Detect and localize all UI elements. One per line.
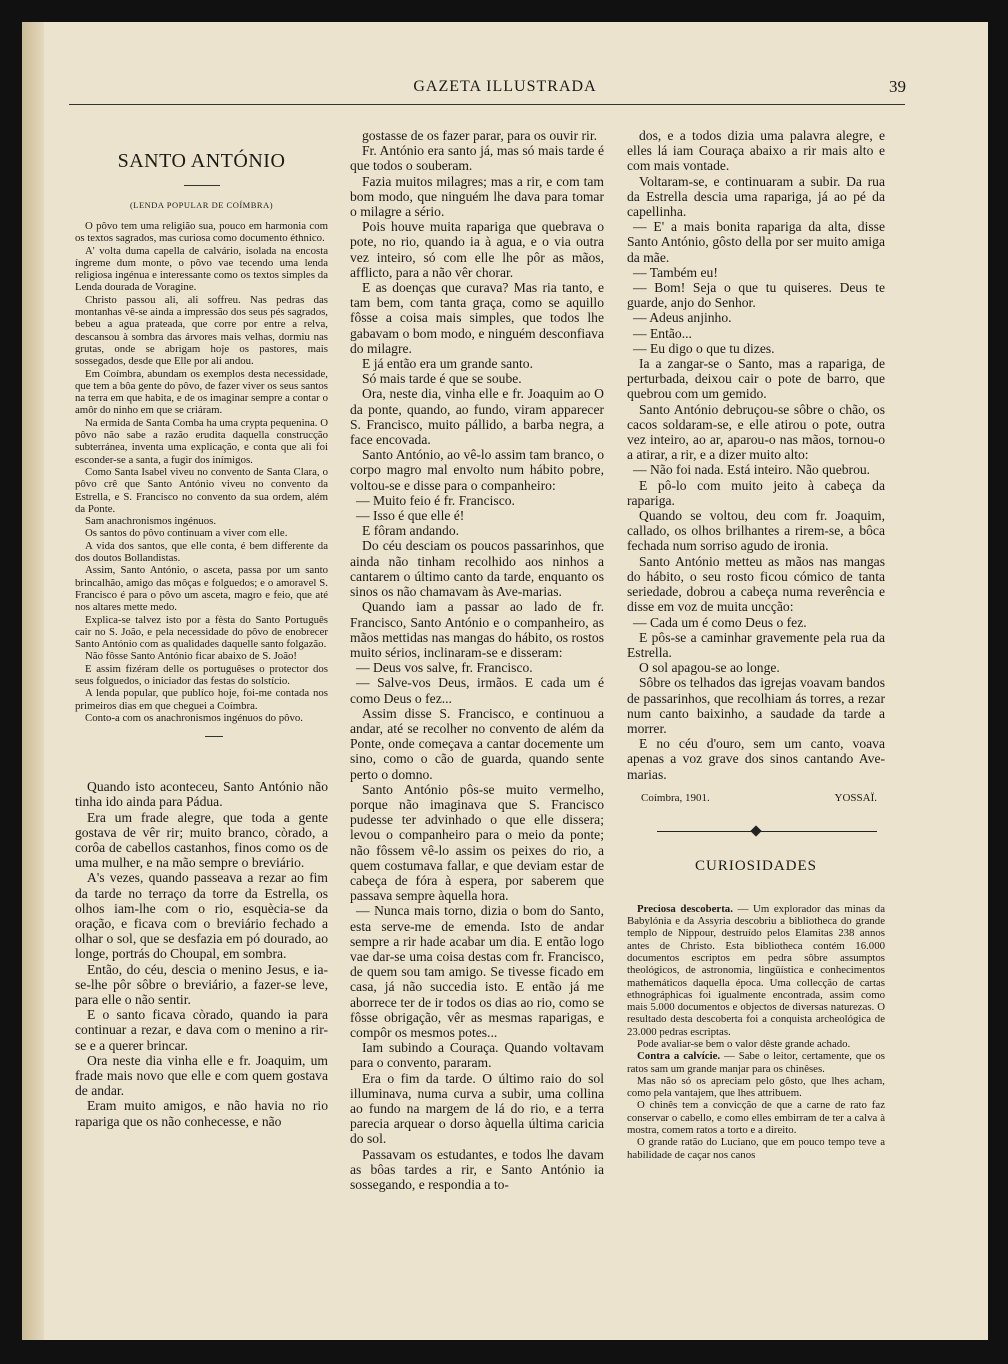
story-paragraph: Quando isto aconteceu, Santo António não tinha ido ainda para Pádua. [75, 779, 328, 810]
intro-paragraph: O pôvo tem uma religião sua, pouco em harmonia com os textos sagrados, mas curiosa como documento éthnico. [75, 220, 328, 245]
intro-paragraph: A lenda popular, que publíco hoje, foi-me contada nos primeiros dias em que cheguei a Coímbra. [75, 687, 328, 712]
story-paragraph: Fr. António era santo já, mas só mais tarde é que todos o souberam. [350, 143, 604, 174]
story-paragraph: Era um frade alegre, que toda a gente gostava de vêr rir; muito branco, còrado, a corôa de cabellos castanhos, finos como os de uma mulher, e na mão sempre o breviário. [75, 809, 328, 871]
story-paragraph: — Deus vos salve, fr. Francisco. [356, 660, 533, 676]
story-paragraph: Era o fim da tarde. O último raio do sol illuminava, numa curva a subir, uma collina ao fundo na margem de lá do rio, e a terra parecia arquear o dorso àquella última caricia do sol. [350, 1070, 604, 1147]
story-paragraph: E pôs-se a caminhar gravemente pela rua da Estrella. [627, 629, 885, 660]
article-intro [75, 220, 328, 724]
intro-paragraph: A vida dos santos, que elle conta, é bem differente da dos doutos Bollandistas. [75, 539, 328, 565]
story-paragraph: Pois houve muita rapariga que quebrava o pote, no rio, quando ia à agua, e o via outra vez inteiro, só com elle lhe pôr as mãos, afflicto, para a não vêr chorar. [350, 219, 604, 280]
story-paragraph: E as doenças que curava? Mas ria tanto, e tam bem, com tanta graça, como se aquillo fôsse a coisa mais simples, que todos lhe gabavam o bom modo, e ninguém desconfiava do milagre. [350, 280, 604, 356]
story-paragraph: E o santo ficava còrado, quando ia para continuar a rezar, e dava com o menino a rir-se e a querer brincar. [75, 1007, 328, 1053]
story-paragraph: Iam subindo a Couraça. Quando voltavam para o convento, pararam. [350, 1040, 604, 1071]
intro-paragraph: Como Santa Isabel viveu no convento de Santa Clara, o pôvo crê que Santo António viveu no convento da Estrella, e S. Francisco no convento da sua ordem, além da Ponte. [75, 465, 328, 515]
story-paragraph: O sol apagou-se ao longe. [639, 660, 780, 676]
intro-paragraph: Não fôsse Santo António ficar abaixo de S. João! [85, 650, 297, 663]
curiosity-paragraph: Preciosa descoberta. — Um explorador das minas da Babylónia e da Assyria descobriu a bibliotheca do grande templo de Nippour, destruído pelos Elamitas 238 annos antes de Christo. Esta bibliotheca contém 16.000 documentos escriptos em pedra sôbre assumptos theológicos, de astronomia, lingüística e conhecimentos mathemáticos daquella época. Uma collecção de cartas ethnográphicas foi igualmente encontrada, assim como mais 5.000 documentos e objectos de diversas naturezas. O resultado desta descoberta foi a conquista archeológica de 23.000 pedras escriptas. [627, 902, 885, 1038]
story-paragraph: — Eu digo o que tu dizes. [633, 340, 775, 356]
curiosity-paragraph: O grande ratão do Luciano, que em pouco tempo teve a habilidade de caçar nos canos [627, 1136, 885, 1161]
intro-paragraph: Assim, Santo António, o asceta, passa por um santo brincalhão, amigo das môças e folguedos; e o amoravel S. Francisco é para o pôvo um asceta, magro e feio, que até nos altares mette medo. [75, 564, 328, 614]
story-column-3 [627, 128, 885, 782]
article-signature [641, 792, 885, 804]
header-rule [69, 104, 905, 105]
story-paragraph: dos, e a todos dizia uma palavra alegre, e elles lá iam Couraça abaixo a rir mais alto e com mais vontade. [627, 128, 885, 174]
curiosity-paragraph: Pode avaliar-se bem o valor dêste grande achado. [637, 1038, 851, 1050]
story-paragraph: — Não foi nada. Está inteiro. Não quebrou. [633, 462, 871, 478]
signature-author: YOSSAÏ. [834, 791, 877, 804]
curiosity-paragraph: O chinês tem a convicção de que a carne de rato faz conservar o cabello, e como elles embirram de ter a calva à mostra, comem ratos a torto e a direito. [627, 1099, 885, 1137]
column-3 [627, 128, 885, 1258]
intro-paragraph: Conto-a com os anachronismos ingénuos do pôvo. [85, 711, 304, 724]
story-paragraph: — Muito feio é fr. Francisco. [356, 492, 515, 508]
story-paragraph: — Isso é que elle é! [356, 508, 465, 524]
intro-paragraph: Em Coímbra, abundam os exemplos desta necessidade, que tem a bôa gente do pôvo, de fazer viver os seus santos na terra em que habita, e de os imaginar sempre a contar o amôr do ninho em que se criáram. [75, 367, 328, 417]
story-paragraph: — Nunca mais torno, dizia o bom do Santo, esta serve-me de emenda. Isto de andar sempre a rir hade acabar um dia. E então logo vae dar-se uma coisa destas com fr. Francisco, de quem sou tam amigo. Se tivesse ficado em casa, já não succedia isto. E então já me aborrece ter de ir todos os dias ao rio, como se fôsse obrigação, vêr as mesmas raparigas, e compôr os mesmos potes... [350, 903, 604, 1040]
story-paragraph: Ia a zangar-se o Santo, mas a rapariga, de perturbada, deixou cair o pote de barro, que quebrou com um gemido. [627, 356, 885, 402]
intro-paragraph: Na ermida de Santa Comba ha uma crypta pequenina. O pôvo não sabe a razão erudita daquella construcção subterránea, inventa uma explicação, e conta que ali foi esconder-se a santa, a fugir dos inímigos. [75, 416, 328, 466]
page-number: 39 [889, 77, 906, 96]
story-paragraph: Santo António metteu as mãos nas mangas do hábito, o seu rosto ficou cómico de tanta seriedade, dobrou a cabeça numa reverência e disse em voz de muita uncção: [627, 553, 885, 615]
title-rule [184, 185, 220, 186]
column-1 [75, 128, 328, 1258]
story-column-2 [350, 128, 604, 1192]
story-paragraph: Santo António pôs-se muito vermelho, porque não imaginava que S. Francisco pudesse ter advinhado o que elle dissera; levou o companheiro para o meio da ponte; não fôssem vê-lo assim os peixes do rio, a quem costumava fallar, e que deviam estar de cabeça de fóra à espera, por saberem que passava sempre àquella hora. [350, 781, 604, 904]
story-paragraph: — Então... [633, 325, 692, 341]
intro-divider [205, 736, 223, 737]
story-paragraph: — E' a mais bonita rapariga da alta, disse Santo António, gôsto della por ser muito amiga da mãe. [627, 219, 885, 265]
intro-paragraph: Os santos do pôvo continuam a viver com elle. [85, 527, 288, 540]
story-paragraph: E no céu d'ouro, sem um canto, voava apenas a voz grave dos sinos cantando Ave-marias. [627, 736, 885, 782]
story-paragraph: Santo António, ao vê-lo assim tam branco, o corpo magro mal envolto num hábito pobre, voltou-se e disse para o companheiro: [350, 447, 604, 493]
story-paragraph: A's vezes, quando passeava a rezar ao fim da tarde no terraço da torre da Estrella, os olhos iam-lhe com o rio, esquècia-se da oração, e ficava com o breviário fechado a olhar o sol, que se desfazia em pó dourado, ao longe, portrás do Choupal, em sombra. [75, 870, 328, 962]
story-paragraph: Santo António debruçou-se sôbre o chão, os cacos soldaram-se, e elle atirou o pote, outra vez inteiro, ao ar, aparou-o nas mãos, tornou-o a atirar, a rir, e a dizer muito alto: [627, 401, 885, 463]
curiosity-paragraph: Contra a calvície. — Sabe o leitor, certamente, que os ratos sam um grande manjar para os chinêses. [627, 1050, 885, 1075]
signature-place-date: Coímbra, 1901. [641, 791, 710, 804]
story-paragraph: Passavam os estudantes, e todos lhe davam as bôas tardes a rir, e Santo António ia sossegando, e respondia a to- [350, 1146, 604, 1193]
story-paragraph: Fazia muitos milagres; mas a rir, e com tam bom modo, que ninguém lhe dava para tomar o milagre a sério. [350, 173, 604, 220]
story-paragraph: — Bom! Seja o que tu quiseres. Deus te guarde, anjo do Senhor. [627, 280, 885, 311]
intro-paragraph: A' volta duma capella de calvário, isolada na encosta íngreme dum monte, o pôvo vae tecendo uma lenda religiosa ingénua e interessante como os textos simples da Lenda dourada de Voragine. [75, 244, 328, 294]
intro-paragraph: Explica-se talvez isto por a fèsta do Santo Português cair no S. João, e pela necessidade do pôvo de enobrecer Santo António com as qualidades daquelle santo folgazão. [75, 613, 328, 651]
story-paragraph: Voltaram-se, e continuaram a subir. Da rua da Estrella descia uma rapariga, já ao pé da capellinha. [627, 173, 885, 220]
story-paragraph: Então, do céu, descia o menino Jesus, e ia-se-lhe pôr sôbre o breviário, a fazer-se leve, para elle o não sentir. [75, 961, 328, 1008]
story-paragraph: Assim disse S. Francisco, e continuou a andar, até se recolher no convento de além da Ponte, onde começava a cantar docemente um sino, como o cão de guarda, quando sente perto o domno. [350, 705, 604, 782]
story-column-1 [75, 779, 328, 1129]
story-paragraph: Sôbre os telhados das igrejas voavam bandos de passarinhos, que recolhiam ás torres, a rezar num canto baixinho, a saudade da tarde a morrer. [627, 675, 885, 736]
intro-paragraph: E assim fizéram delle os portuguêses o protector dos seus folguedos, o iniciador das festas do solstício. [75, 662, 328, 687]
article-subtitle: (LENDA POPULAR DE COÍMBRA) [129, 200, 274, 210]
story-paragraph: E já então era um grande santo. [362, 356, 533, 372]
intro-paragraph: Sam anachronismos ingénuos. [85, 515, 217, 528]
section-title-curiosities: CURIOSIDADES [694, 857, 817, 874]
story-paragraph: Eram muito amigos, e não havia no rio rapariga que os não conhecesse, e não [75, 1098, 328, 1129]
story-paragraph: gostasse de os fazer parar, para os ouvir rir. [362, 128, 597, 143]
running-header-title: GAZETA ILLUSTRADA [413, 78, 597, 95]
curiosities-body [627, 903, 885, 1161]
story-paragraph: Quando se voltou, deu com fr. Joaquim, callado, os olhos brilhantes a rirem-se, a bôca fechada num sorriso agudo de ironia. [627, 508, 885, 554]
story-paragraph: Só mais tarde é que se soube. [362, 371, 522, 387]
story-paragraph: Ora, neste dia, vinha elle e fr. Joaquim ao O da ponte, quando, ao fundo, viram apparecer S. Francisco, muito pállido, a barba negra, a face encovada. [350, 386, 604, 448]
curiosity-paragraph: Mas não só os apreciam pelo gôsto, que lhes acham, como pela vantajem, que lhes attribuem. [627, 1074, 885, 1100]
story-paragraph: — Adeus anjinho. [633, 310, 732, 326]
story-paragraph: E fôram andando. [362, 523, 460, 539]
story-paragraph: — Também eu! [633, 264, 718, 280]
column-2 [350, 128, 604, 1258]
newspaper-page [22, 22, 988, 1340]
ornamental-divider [627, 826, 885, 838]
story-paragraph: E pô-lo com muito jeito à cabeça da rapariga. [627, 477, 885, 508]
story-paragraph: Quando iam a passar ao lado de fr. Francisco, Santo António e o companheiro, as mãos mettidas nas mangas do hábito, os rostos muito sérios, inclinaram-se e disseram: [350, 599, 604, 660]
story-paragraph: — Cada um é como Deus o fez. [633, 614, 807, 630]
intro-paragraph: Christo passou ali, ali soffreu. Nas pedras das montanhas vê-se ainda a impressão dos seus pés sagrados, bebeu a agua prateada, que corre por entre a relva, descansou à sombra das árvores mais velhas, dormiu nas grutas, onde se abrigam hoje os pastores, mais sossegados, desde que Elle por ali andou. [75, 293, 328, 368]
story-paragraph: Do céu desciam os poucos passarinhos, que ainda não tinham recolhido aos ninhos a cantarem o último canto da tarde, enquanto os sinos os não chamavam às Ave-marias. [350, 538, 604, 600]
curiosity-heading: Contra a calvície. [637, 1050, 721, 1063]
story-paragraph: — Salve-vos Deus, irmãos. E cada um é como Deus o fez... [350, 675, 604, 706]
story-paragraph: Ora neste dia vinha elle e fr. Joaquim, um frade mais novo que elle e com quem gostava de andar. [75, 1052, 328, 1099]
article-title: SANTO ANTÓNIO [117, 150, 286, 172]
curiosity-heading: Preciosa descoberta. [637, 902, 733, 915]
